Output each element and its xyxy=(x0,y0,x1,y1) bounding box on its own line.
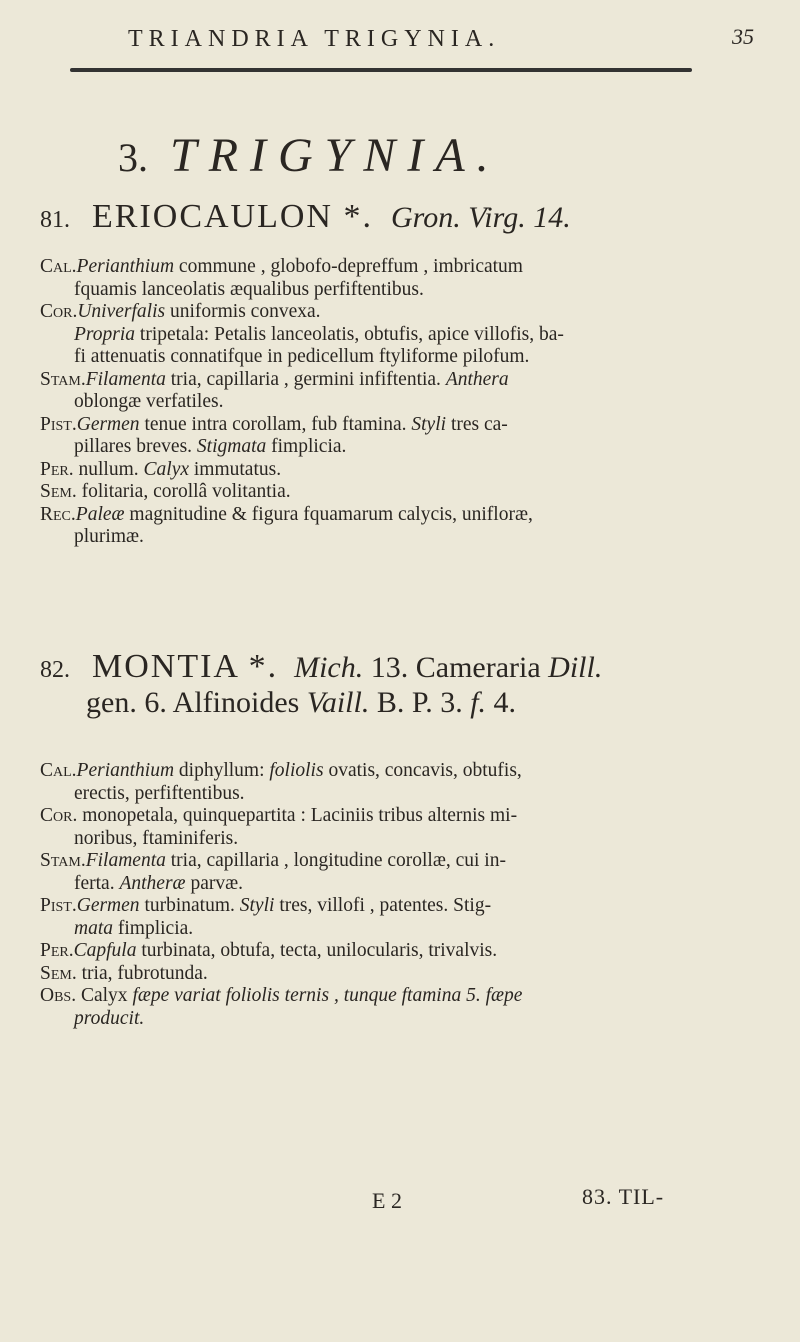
description-line xyxy=(40,481,760,504)
line-text: tria, fubrotunda. xyxy=(76,962,208,984)
genus-number: 82. xyxy=(40,657,70,683)
running-head: TRIANDRIA TRIGYNIA. xyxy=(128,26,501,52)
line-text: turbinata, obtufa, tecta, unilocularis, trivalvis. xyxy=(136,940,498,961)
character-label: Per. xyxy=(40,458,74,480)
description-line xyxy=(40,504,760,527)
genus-name: ERIOCAULON *. xyxy=(92,198,373,235)
synonym-author: Vaill. xyxy=(306,686,370,719)
description-line xyxy=(40,828,760,851)
line-text: fimplicia. xyxy=(266,436,347,457)
description-line xyxy=(40,369,760,392)
genus-synonym-author2: Dill. xyxy=(548,651,603,684)
italic-term: Perianthium xyxy=(76,760,175,781)
character-label: Cor. xyxy=(40,805,78,826)
italic-term: Stigmata xyxy=(196,436,267,457)
line-text: tres, villofi , patentes. Stig- xyxy=(274,895,492,916)
italic-term: Capfula xyxy=(73,940,137,961)
signature-mark: E 2 xyxy=(372,1188,402,1213)
description-line xyxy=(40,985,760,1008)
character-label: Rec. xyxy=(40,503,76,525)
line-text: uniformis convexa. xyxy=(165,301,321,322)
description-line xyxy=(40,895,760,918)
order-title xyxy=(118,128,501,183)
description-line xyxy=(40,918,760,941)
line-text: nullum. xyxy=(73,458,144,480)
italic-term: Paleæ xyxy=(75,503,125,525)
description-line xyxy=(40,1008,760,1031)
genus-synonym-line xyxy=(86,686,516,720)
character-label: Sem. xyxy=(40,481,77,502)
italic-term: Styli xyxy=(411,413,447,435)
description-line xyxy=(40,279,760,302)
italic-term: Anthera xyxy=(445,368,509,390)
order-name: TRIGYNIA. xyxy=(170,129,501,182)
synonym-part: 4. xyxy=(486,686,517,719)
line-text: tres ca- xyxy=(446,413,508,435)
line-text: diphyllum: xyxy=(174,760,270,781)
character-label: Cor. xyxy=(40,301,78,322)
character-label: Stam. xyxy=(40,850,86,871)
italic-term: Filamenta xyxy=(85,368,166,390)
line-text: fi attenuatis connatifque in pedicellum ftyliforme pilofum. xyxy=(74,346,530,367)
synonym-fig: f. xyxy=(470,686,487,719)
line-text: tria, capillaria , germini infiftentia. xyxy=(165,368,446,390)
line-text: monopetala, quinquepartita : Laciniis tribus alternis mi- xyxy=(77,805,518,826)
line-text: turbinatum. xyxy=(139,895,240,916)
description-line xyxy=(40,760,760,783)
genus-synonym-ref: 13. Cameraria xyxy=(363,651,549,684)
description-line xyxy=(40,963,760,986)
genus-heading-eriocaulon xyxy=(40,198,571,236)
genus-name: MONTIA *. xyxy=(92,648,279,685)
line-text: folitaria, corollâ volitantia. xyxy=(76,481,291,502)
description-line xyxy=(40,256,760,279)
description-line xyxy=(40,324,760,347)
character-label: Stam. xyxy=(40,368,86,390)
description-line xyxy=(40,850,760,873)
italic-term: mata xyxy=(74,917,113,939)
line-text: tripetala: Petalis lanceolatis, obtufis, apice villofis, ba- xyxy=(135,323,564,345)
genus-number: 81. xyxy=(40,207,70,233)
line-text: magnitudine & figura fquamarum calycis, unifloræ, xyxy=(124,503,533,525)
order-number: 3. xyxy=(118,135,148,180)
line-text: fimplicia. xyxy=(113,917,194,939)
description-line xyxy=(40,301,760,324)
line-text: immutatus. xyxy=(189,458,282,480)
description-line xyxy=(40,783,760,806)
description-line xyxy=(40,346,760,369)
description-line xyxy=(40,459,760,482)
description-line xyxy=(40,526,760,549)
line-text: erectis, perfiftentibus. xyxy=(74,782,245,804)
line-text: oblongæ verfatiles. xyxy=(74,391,224,412)
line-text: ferta. xyxy=(74,872,120,894)
character-label: Per. xyxy=(40,940,74,961)
line-text: fquamis lanceolatis æqualibus perfiftentibus. xyxy=(74,278,424,300)
description-line xyxy=(40,414,760,437)
italic-term: Antheræ xyxy=(119,872,186,894)
line-text: tria, capillaria , longitudine corollæ, cui in- xyxy=(165,850,506,871)
italic-term: Univerfalis xyxy=(77,301,166,322)
description-montia xyxy=(40,760,760,1030)
character-label: Pist. xyxy=(40,895,77,916)
description-line xyxy=(40,436,760,459)
italic-term: producit. xyxy=(74,1007,145,1029)
line-text: plurimæ. xyxy=(74,526,144,547)
italic-term: Germen xyxy=(76,895,140,916)
italic-term: Filamenta xyxy=(85,850,166,871)
line-text: tenue intra corollam, fub ftamina. xyxy=(139,413,412,435)
character-label: Cal. xyxy=(40,256,77,277)
italic-term: foliolis xyxy=(269,760,324,781)
character-label: Pist. xyxy=(40,413,77,435)
italic-term: Germen xyxy=(76,413,140,435)
line-text: ovatis, concavis, obtufis, xyxy=(323,760,522,781)
description-eriocaulon xyxy=(40,256,760,549)
italic-term: Calyx xyxy=(143,458,189,480)
description-line xyxy=(40,940,760,963)
description-line xyxy=(40,391,760,414)
genus-synonym-author: Mich. xyxy=(294,651,364,684)
character-label: Cal. xyxy=(40,760,77,781)
synonym-part: B. P. 3. xyxy=(369,686,471,719)
line-text: parvæ. xyxy=(185,872,243,894)
italic-term: Propria xyxy=(74,323,136,345)
italic-term: Perianthium xyxy=(76,256,175,277)
line-text: noribus, ftaminiferis. xyxy=(74,827,239,849)
catchword: 83. TIL- xyxy=(582,1184,665,1209)
character-label: Sem. xyxy=(40,962,77,984)
italic-term: Styli xyxy=(239,895,275,916)
character-label: Obs. xyxy=(40,985,77,1006)
genus-heading-montia xyxy=(40,648,602,686)
line-text: pillares breves. xyxy=(74,436,197,457)
line-text: commune , globofo-depreffum , imbricatum xyxy=(174,256,523,277)
italic-term: fæpe variat foliolis ternis , tunque ftamina 5. fæpe xyxy=(132,985,523,1006)
genus-synonym: Gron. Virg. 14. xyxy=(390,201,571,234)
header-rule xyxy=(70,68,692,72)
description-line xyxy=(40,805,760,828)
synonym-part: gen. 6. Alfinoides xyxy=(86,686,307,719)
description-line xyxy=(40,873,760,896)
line-text: Calyx xyxy=(76,985,133,1006)
page-number: 35 xyxy=(732,24,754,49)
